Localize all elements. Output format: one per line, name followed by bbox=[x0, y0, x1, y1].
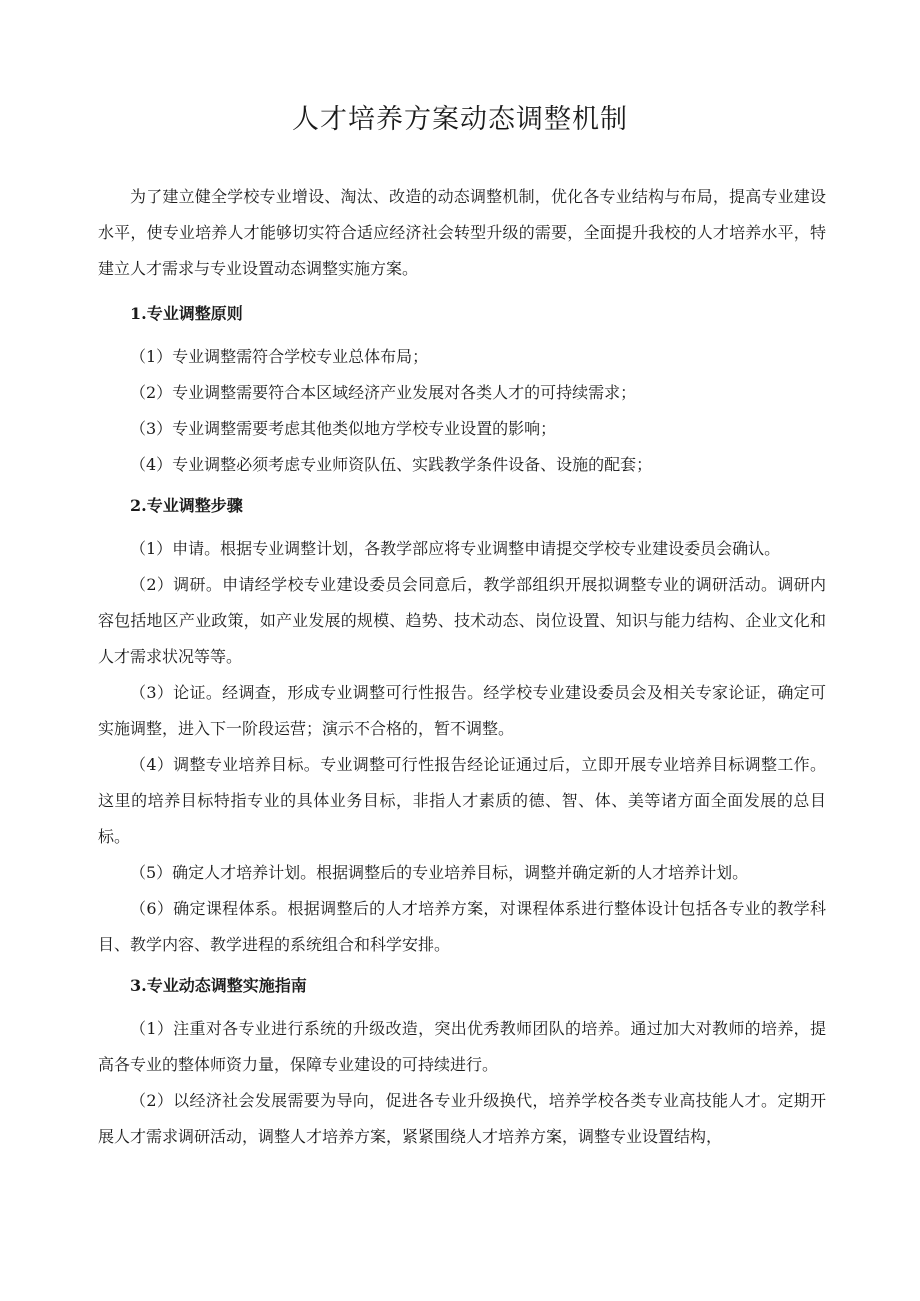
list-item: （4）调整专业培养目标。专业调整可行性报告经论证通过后，立即开展专业培养目标调整工作。这里的培养目标特指专业的具体业务目标，非指人才素质的德、智、体、美等诸方面全面发展的总目标。 bbox=[98, 755, 826, 846]
list-item: （5）确定人才培养计划。根据调整后的专业培养目标，调整并确定新的人才培养计划。 bbox=[130, 863, 749, 882]
section-steps bbox=[98, 483, 826, 963]
document-title: 人才培养方案动态调整机制 bbox=[292, 104, 628, 135]
section-principles bbox=[98, 291, 826, 483]
list-item: （3）论证。经调查，形成专业调整可行性报告。经学校专业建设委员会及相关专家论证，确定可实施调整，进入下一阶段运营；演示不合格的，暂不调整。 bbox=[98, 683, 826, 738]
document-body bbox=[98, 179, 826, 1155]
section-heading: 2.专业调整步骤 bbox=[130, 496, 243, 515]
list-item: （3）专业调整需要考虑其他类似地方学校专业设置的影响； bbox=[130, 419, 557, 438]
intro-paragraph: 为了建立健全学校专业增设、淘汰、改造的动态调整机制，优化各专业结构与布局，提高专业建设水平，使专业培养人才能够切实符合适应经济社会转型升级的需要，全面提升我校的人才培养水平，特建立人才需求与专业设置动态调整实施方案。 bbox=[98, 187, 826, 278]
list-item: （4）专业调整必须考虑专业师资队伍、实践教学条件设备、设施的配套； bbox=[130, 455, 653, 474]
list-item: （1）注重对各专业进行系统的升级改造，突出优秀教师团队的培养。通过加大对教师的培养，提高各专业的整体师资力量，保障专业建设的可持续进行。 bbox=[98, 1019, 826, 1074]
list-item: （6）确定课程体系。根据调整后的人才培养方案，对课程体系进行整体设计包括各专业的教学科目、教学内容、教学进程的系统组合和科学安排。 bbox=[98, 899, 826, 954]
list-item: （1）专业调整需符合学校专业总体布局； bbox=[130, 347, 429, 366]
list-item: （1）申请。根据专业调整计划，各教学部应将专业调整申请提交学校专业建设委员会确认。 bbox=[130, 539, 781, 558]
section-heading: 3.专业动态调整实施指南 bbox=[130, 976, 307, 995]
list-item: （2）调研。申请经学校专业建设委员会同意后，教学部组织开展拟调整专业的调研活动。调研内容包括地区产业政策，如产业发展的规模、趋势、技术动态、岗位设置、知识与能力结构、企业文化和人才需求状况等等。 bbox=[98, 575, 826, 666]
list-item: （2）专业调整需要符合本区域经济产业发展对各类人才的可持续需求； bbox=[130, 383, 637, 402]
section-heading: 1.专业调整原则 bbox=[130, 304, 243, 323]
list-item: （2）以经济社会发展需要为导向，促进各专业升级换代，培养学校各类专业高技能人才。定期开展人才需求调研活动，调整人才培养方案，紧紧围绕人才培养方案，调整专业设置结构， bbox=[98, 1091, 826, 1146]
section-guidelines bbox=[98, 963, 826, 1155]
